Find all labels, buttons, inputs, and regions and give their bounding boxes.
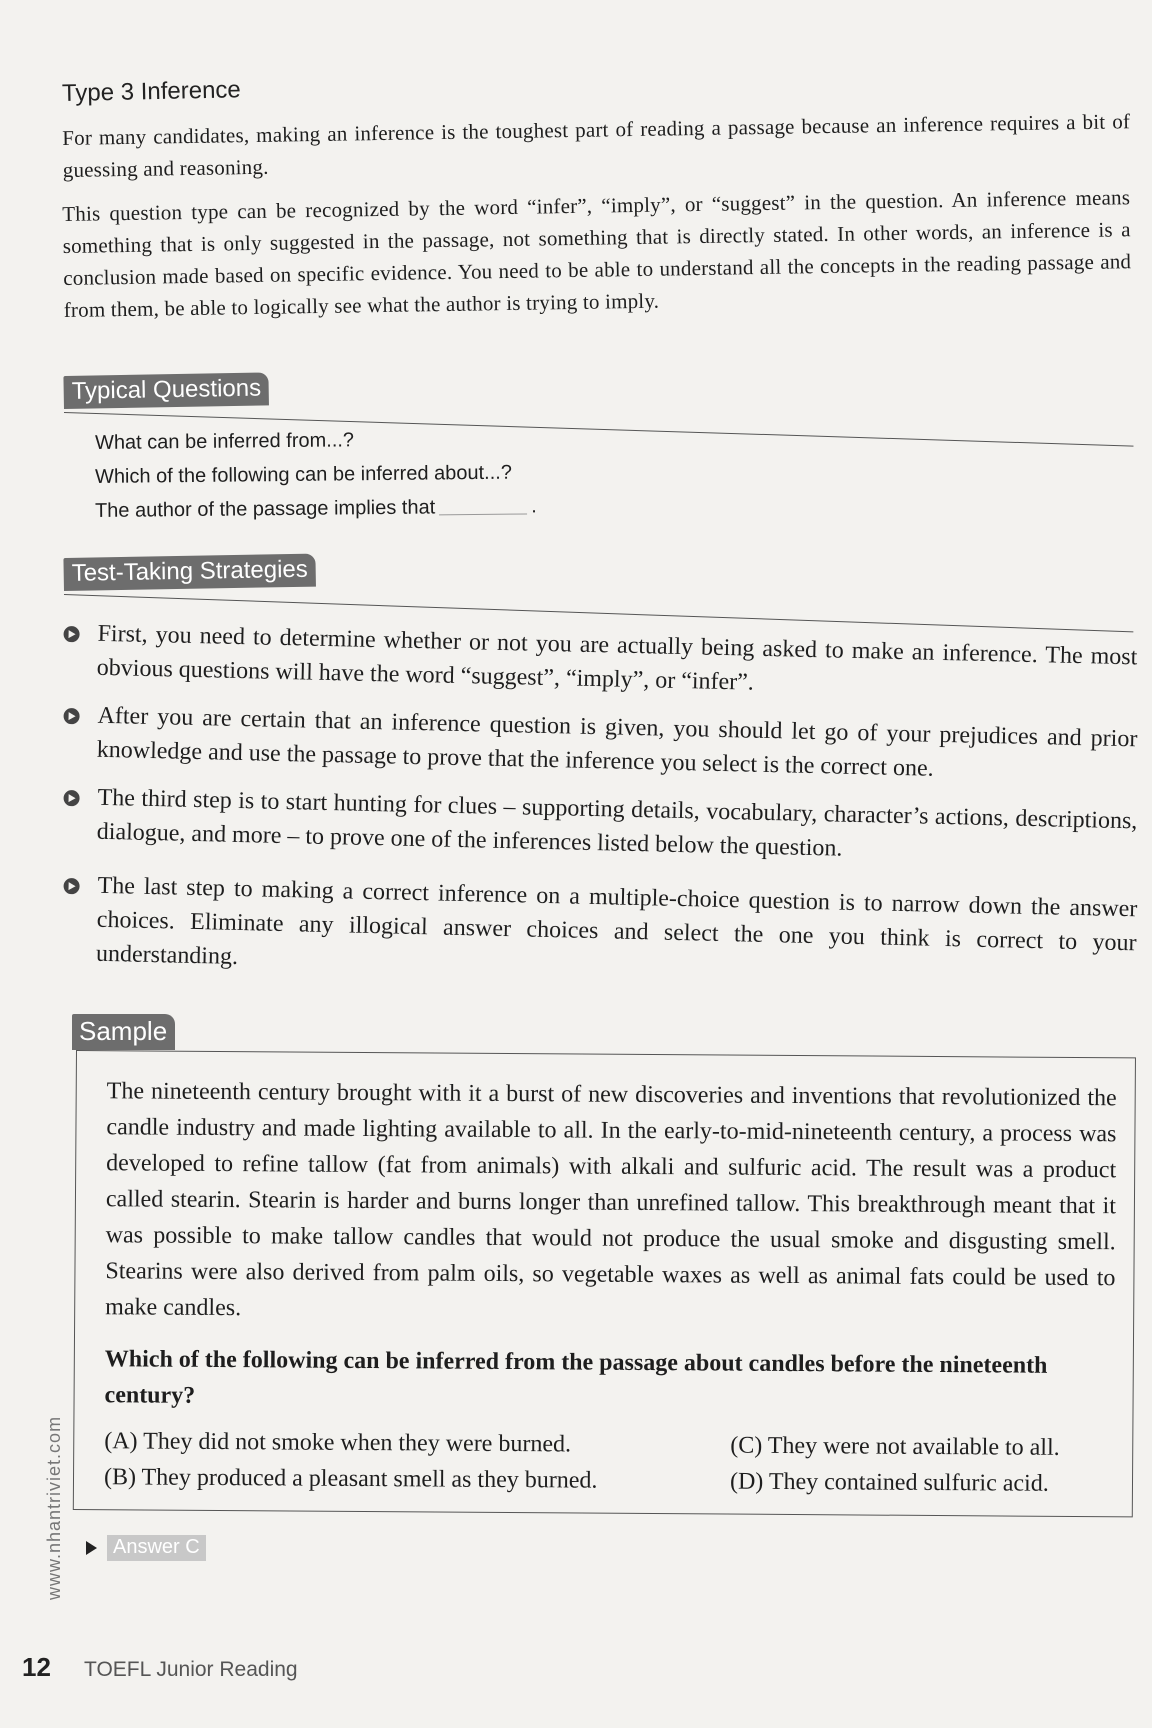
page-number: 12 — [22, 1652, 51, 1682]
typical-question-item: What can be inferred from...? — [94, 429, 355, 454]
option-d: (D) They contained sulfuric acid. — [729, 1468, 1049, 1497]
play-bullet-icon — [63, 790, 79, 806]
typical-question-item: The author of the passage implies that . — [94, 495, 537, 522]
intro-paragraph-1: For many candidates, making an inference is the toughest part of reading a passage because an inference requires a bit of guessing and reasoning. — [62, 109, 1131, 182]
sample-box — [73, 1050, 1136, 1517]
answer-badge: Answer C — [107, 1535, 206, 1561]
typical-questions-tab: Typical Questions — [63, 372, 269, 409]
website-watermark: www.nhantriviet.com — [44, 1415, 64, 1600]
option-b: (B) They produced a pleasant smell as they burned. — [103, 1464, 598, 1494]
answer-blank — [439, 513, 527, 515]
play-bullet-icon — [63, 626, 79, 642]
section-heading: Type 3 Inference — [61, 76, 242, 107]
sample-passage: The nineteenth century brought with it a burst of new discoveries and inventions that revolutionized the candle industry and made lighting available to all. In the early-to-mid-nineteenth century, a process was developed to refine tallow (fat from animals) with alkali and sulfuric acid. The result was a product called stearin. Stearin is harder and burns longer than unrefined tallow. This breakthrough meant that it was possible to make tallow candles that would not produce the usual smoke and disgusting smell. Stearins were also derived from palm oils, so vegetable waxes as well as animal fats could be used to make candles. — [105, 1078, 1117, 1322]
sample-tab: Sample — [72, 1014, 175, 1050]
strategy-item: After you are certain that an inference question is given, you should let go of your prejudices and prior knowledge and use the passage to prove that the inference you select is the correct one. — [64, 698, 1139, 722]
triangle-right-icon — [86, 1541, 97, 1555]
play-bullet-icon — [63, 878, 79, 894]
intro-paragraph-2: This question type can be recognized by the word “infer”, “imply”, or “suggest” in the question. An inference means something that is only suggested in the passage, not something that is directly stated. In other words, an inference is a conclusion made based on specific evidence. You need to be able to understand all the concepts in the reading passage and from them, be able to logically see what the author is trying to imply. — [62, 185, 1132, 322]
sample-question: Which of the following can be inferred from the passage about candles before the nineteenth century? — [104, 1346, 1048, 1409]
book-title: TOEFL Junior Reading — [84, 1658, 298, 1681]
typical-questions-list — [95, 426, 537, 528]
typical-question-item: Which of the following can be inferred about...? — [94, 461, 513, 488]
strategy-item: The last step to making a correct inference on a multiple-choice question is to narrow down the answer choices. Eliminate any illogical answer choices and select the one you think is correct to your understanding. — [64, 868, 1139, 892]
play-bullet-icon — [63, 708, 79, 724]
strategy-item: The third step is to start hunting for clues – supporting details, vocabulary, character’s actions, descriptions, dialogue, and more – to prove one of the inferences listed below the question. — [64, 780, 1139, 804]
option-c: (C) They were not available to all. — [730, 1432, 1060, 1461]
strategy-item: First, you need to determine whether or not you are actually being asked to make an inference. The most obvious questions will have the word “suggest”, “imply”, or “infer”. — [64, 616, 1139, 640]
strategies-tab: Test-Taking Strategies — [63, 554, 316, 591]
answer-row — [86, 1535, 206, 1561]
option-a: (A) They did not smoke when they were burned. — [104, 1428, 572, 1458]
